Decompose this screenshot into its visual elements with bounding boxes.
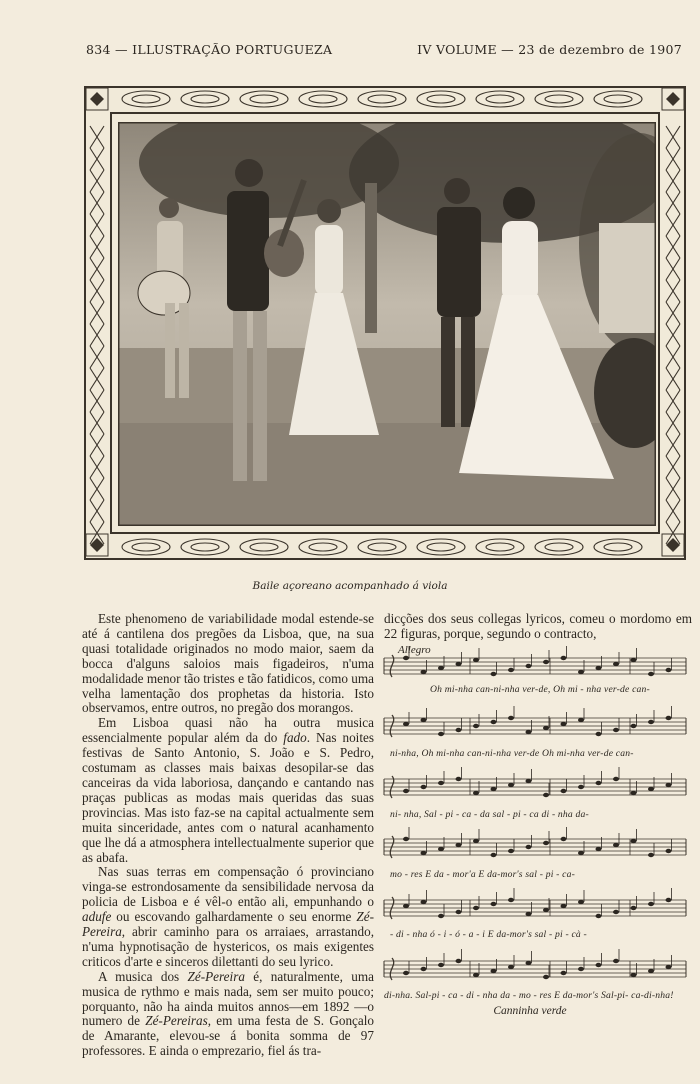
tempo-marking: Allegro [398, 644, 431, 656]
music-caption: Canninha verde [493, 1005, 567, 1017]
lyric-line: mo - res E da - mor'a E da-mor's sal - pi - ca- [390, 869, 576, 880]
article-left-column [82, 612, 374, 1059]
lyric-line: Oh mi-nha can-ni-nha ver-de, Oh mi - nha ver-de can- [430, 684, 650, 695]
running-header-right: IV VOLUME — 23 de dezembro de 1907 [417, 42, 682, 57]
paragraph: Nas suas terras em compensação ó provinciano vinga-se estrondosamente da sensibilidade nervosa da policia de Lisboa e é vêl-o então ali, empunhando o adufe ou escovando galhardamente o seu enorme Zé-Pereira, abrir caminho para os arraiaes, arrastando, n'uma hypnotisação de hystericos, os mais exigentes criticos d'arte e sinceros dilettanti do seu lyrico. [82, 864, 374, 969]
paragraph: dicções dos seus collegas lyricos, comeu o mordomo em 22 figuras, porque, segundo o contracto, [384, 611, 692, 641]
paragraph: Este phenomeno de variabilidade modal estende-se até á cantilena dos pregões da Lisboa, que, na sua quasi totalidade originados no modo maior, saem da bocca d'alguns saloios mais figadeiros, n'uma modalidade menor tão tristes e tão fatidicos, como uma velha lamentação dos prophetas da historia. Isto observamos, entre outros, no pregão dos morangos. [82, 611, 374, 716]
lyric-line: ni- nha, Sal - pi - ca - da sal - pi - ca di - nha da- [390, 809, 589, 820]
dance-photograph [118, 122, 656, 526]
lyric-line: ni-nha, Oh mi-nha can-ni-nha ver-de Oh mi-nha ver-de can- [390, 748, 634, 759]
lyric-line: - di - nha ó - i - ó - a - i E da-mor's sal - pi - cà - [390, 929, 587, 940]
paragraph: A musica dos Zé-Pereira é, naturalmente, uma musica de rythmo e mais nada, sem ser muito pouco; porquanto, não ha ainda muitos annos—em 1892 —o numero de Zé-Pereiras, em uma festa de S. Gonçalo de Amarante, elevou-se á bonita somma de 97 professores. E ainda o emprezario, fiel ás tra- [82, 968, 374, 1059]
article-right-column [384, 612, 692, 642]
lyric-line: di-nha. Sal-pi - ca - di - nha da - mo - res E da-mor's Sal-pi- ca-di-nha! [384, 990, 674, 1001]
running-header-left: 834 — ILLUSTRAÇÃO PORTUGUEZA [86, 42, 333, 57]
sheet-music [380, 640, 692, 1020]
photo-caption: Baile açoreano acompanhado á viola [252, 580, 448, 592]
paragraph: Em Lisboa quasi não ha outra musica essencialmente popular além da do fado. Nas noites festivas de Santo Antonio, S. João e S. Pedro, costumam as classes mais baixas desopilar-se das canceiras da vida laboriosa, dançando e cantando nas praças publicas as modas mais queridas das suas provincias. Mas isto faz-se na capital actualmente sem muita sinceridade, antes com o natural acanhamento que lhe dá a atmosphera intellectualmente superior que as abafa. [82, 715, 375, 865]
